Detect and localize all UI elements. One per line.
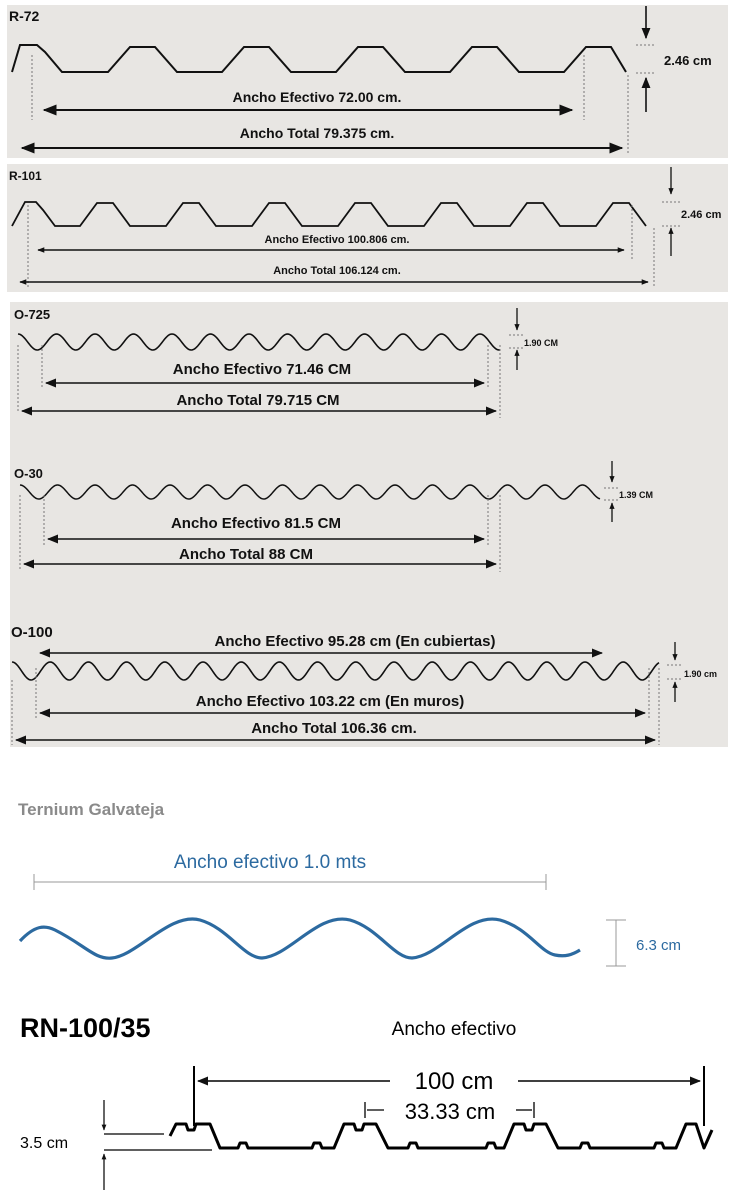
- rn100-title: RN-100/35: [20, 1013, 151, 1043]
- r101-panel: [7, 164, 728, 292]
- rn100-effective-label: Ancho efectivo: [391, 1019, 517, 1040]
- galvateja-height-label: 6.3 cm: [636, 937, 682, 954]
- o725-title: O-725: [14, 307, 51, 322]
- o100-effective-wall-label: Ancho Efectivo 103.22 cm (En muros): [195, 693, 465, 710]
- rn100-rib-spacing: 33.33 cm: [404, 1099, 496, 1124]
- r72-height-label: 2.46 cm: [664, 53, 712, 68]
- rn100-profile: [170, 1124, 712, 1148]
- o-series-background: [10, 302, 728, 747]
- o725-effective-width-label: Ancho Efectivo 71.46 CM: [172, 361, 352, 378]
- r72-effective-width-label: Ancho Efectivo 72.00 cm.: [232, 89, 402, 105]
- o30-title: O-30: [14, 466, 43, 481]
- galvateja-profile: [20, 919, 580, 958]
- o30-total-width-label: Ancho Total 88 CM: [179, 546, 313, 563]
- galvateja-title: Ternium Galvateja: [18, 800, 165, 819]
- r72-title: R-72: [9, 8, 40, 24]
- rn100-height-label: 3.5 cm: [20, 1135, 69, 1152]
- o725-total-width-label: Ancho Total 79.715 CM: [176, 392, 340, 409]
- r101-effective-width-label: Ancho Efectivo 100.806 cm.: [264, 234, 410, 246]
- o100-title: O-100: [11, 624, 53, 641]
- r101-title: R-101: [9, 169, 42, 183]
- r101-height-label: 2.46 cm: [681, 209, 722, 221]
- o725-height-label: 1.90 CM: [524, 338, 559, 348]
- rn100-panel: [20, 1013, 712, 1190]
- galvateja-effective-width-label: Ancho efectivo 1.0 mts: [173, 852, 367, 873]
- r72-panel: [7, 5, 728, 158]
- o30-height-label: 1.39 CM: [619, 490, 654, 500]
- o30-effective-width-label: Ancho Efectivo 81.5 CM: [170, 515, 342, 532]
- o100-total-width-label: Ancho Total 106.36 cm.: [251, 720, 417, 737]
- r72-total-width-label: Ancho Total 79.375 cm.: [239, 125, 395, 141]
- rn100-effective-value: 100 cm: [414, 1068, 494, 1095]
- galvateja-panel: [18, 800, 681, 966]
- r101-total-width-label: Ancho Total 106.124 cm.: [273, 265, 401, 277]
- o100-effective-roof-label: Ancho Efectivo 95.28 cm (En cubiertas): [214, 633, 496, 650]
- o100-height-label: 1.90 cm: [684, 669, 718, 679]
